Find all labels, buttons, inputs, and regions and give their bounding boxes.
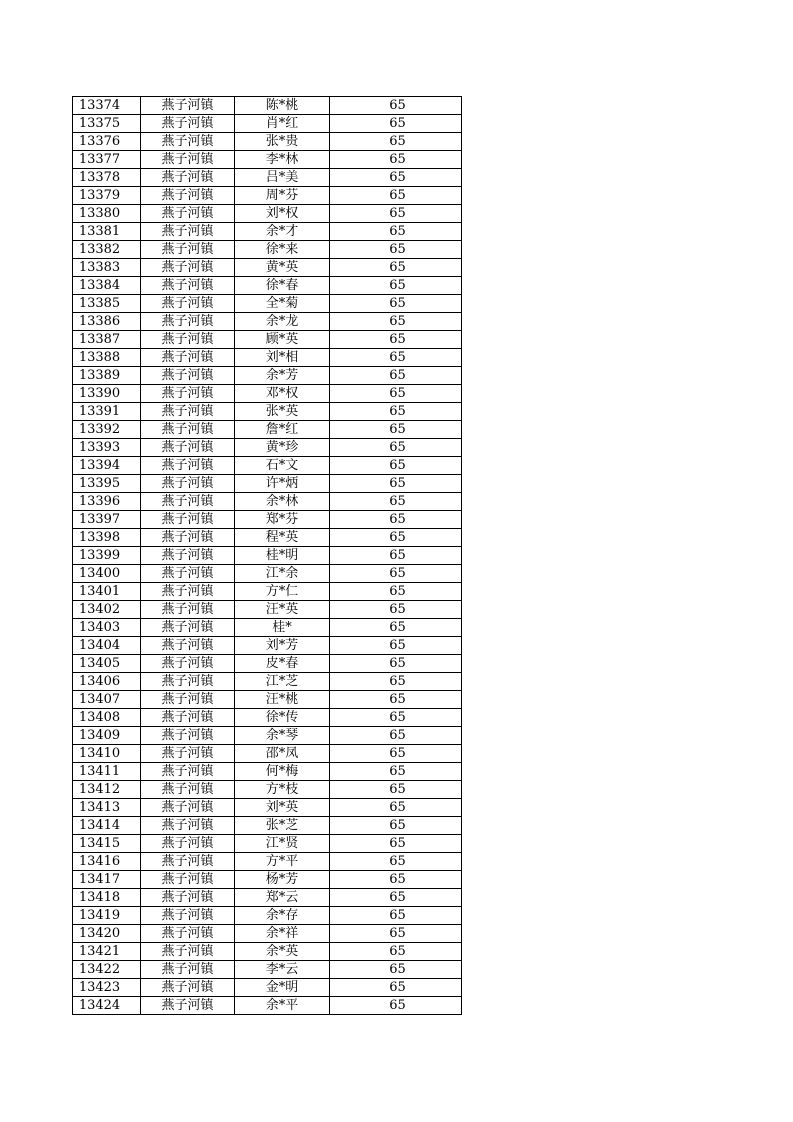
cell-amount: 65 — [330, 853, 462, 871]
cell-amount: 65 — [330, 583, 462, 601]
cell-id: 13400 — [73, 565, 141, 583]
table-row — [73, 115, 462, 133]
table-row — [73, 169, 462, 187]
table-row — [73, 313, 462, 331]
cell-town: 燕子河镇 — [141, 673, 235, 691]
cell-amount: 65 — [330, 745, 462, 763]
cell-amount: 65 — [330, 601, 462, 619]
cell-id: 13423 — [73, 979, 141, 997]
cell-name: 陈*桃 — [235, 97, 330, 115]
cell-town: 燕子河镇 — [141, 151, 235, 169]
cell-name: 余*才 — [235, 223, 330, 241]
table-row — [73, 691, 462, 709]
table-row — [73, 475, 462, 493]
table-row — [73, 943, 462, 961]
cell-name: 桂* — [235, 619, 330, 637]
cell-name: 程*英 — [235, 529, 330, 547]
cell-town: 燕子河镇 — [141, 493, 235, 511]
cell-town: 燕子河镇 — [141, 565, 235, 583]
cell-name: 张*芝 — [235, 817, 330, 835]
table-row — [73, 403, 462, 421]
cell-id: 13424 — [73, 997, 141, 1015]
cell-town: 燕子河镇 — [141, 835, 235, 853]
cell-name: 汪*英 — [235, 601, 330, 619]
cell-name: 刘*芳 — [235, 637, 330, 655]
cell-name: 全*菊 — [235, 295, 330, 313]
cell-town: 燕子河镇 — [141, 961, 235, 979]
cell-town: 燕子河镇 — [141, 223, 235, 241]
cell-town: 燕子河镇 — [141, 187, 235, 205]
cell-id: 13394 — [73, 457, 141, 475]
table-row — [73, 709, 462, 727]
cell-amount: 65 — [330, 97, 462, 115]
cell-town: 燕子河镇 — [141, 619, 235, 637]
data-table — [72, 96, 462, 1015]
cell-name: 何*梅 — [235, 763, 330, 781]
cell-amount: 65 — [330, 799, 462, 817]
cell-town: 燕子河镇 — [141, 457, 235, 475]
table-row — [73, 367, 462, 385]
cell-amount: 65 — [330, 133, 462, 151]
table-body — [73, 97, 462, 1015]
cell-id: 13414 — [73, 817, 141, 835]
cell-id: 13388 — [73, 349, 141, 367]
cell-town: 燕子河镇 — [141, 115, 235, 133]
cell-id: 13397 — [73, 511, 141, 529]
cell-id: 13374 — [73, 97, 141, 115]
cell-id: 13395 — [73, 475, 141, 493]
table-row — [73, 529, 462, 547]
table-row — [73, 133, 462, 151]
cell-id: 13411 — [73, 763, 141, 781]
cell-amount: 65 — [330, 439, 462, 457]
cell-amount: 65 — [330, 619, 462, 637]
cell-id: 13412 — [73, 781, 141, 799]
cell-name: 张*英 — [235, 403, 330, 421]
cell-id: 13415 — [73, 835, 141, 853]
cell-amount: 65 — [330, 385, 462, 403]
cell-town: 燕子河镇 — [141, 475, 235, 493]
cell-name: 郑*云 — [235, 889, 330, 907]
table-row — [73, 763, 462, 781]
cell-id: 13378 — [73, 169, 141, 187]
cell-id: 13380 — [73, 205, 141, 223]
cell-name: 刘*英 — [235, 799, 330, 817]
cell-id: 13422 — [73, 961, 141, 979]
cell-name: 詹*红 — [235, 421, 330, 439]
table-row — [73, 565, 462, 583]
cell-name: 余*平 — [235, 997, 330, 1015]
cell-town: 燕子河镇 — [141, 637, 235, 655]
table-row — [73, 187, 462, 205]
cell-amount: 65 — [330, 763, 462, 781]
cell-town: 燕子河镇 — [141, 727, 235, 745]
cell-id: 13381 — [73, 223, 141, 241]
cell-id: 13398 — [73, 529, 141, 547]
cell-id: 13413 — [73, 799, 141, 817]
cell-town: 燕子河镇 — [141, 439, 235, 457]
cell-name: 金*明 — [235, 979, 330, 997]
table-row — [73, 421, 462, 439]
cell-id: 13382 — [73, 241, 141, 259]
cell-town: 燕子河镇 — [141, 601, 235, 619]
table-row — [73, 907, 462, 925]
cell-amount: 65 — [330, 493, 462, 511]
cell-town: 燕子河镇 — [141, 817, 235, 835]
cell-id: 13416 — [73, 853, 141, 871]
cell-amount: 65 — [330, 691, 462, 709]
cell-name: 余*林 — [235, 493, 330, 511]
cell-amount: 65 — [330, 889, 462, 907]
table-row — [73, 655, 462, 673]
cell-town: 燕子河镇 — [141, 709, 235, 727]
cell-id: 13409 — [73, 727, 141, 745]
cell-town: 燕子河镇 — [141, 799, 235, 817]
table-row — [73, 457, 462, 475]
cell-town: 燕子河镇 — [141, 169, 235, 187]
table-row — [73, 817, 462, 835]
cell-id: 13405 — [73, 655, 141, 673]
cell-id: 13419 — [73, 907, 141, 925]
cell-id: 13393 — [73, 439, 141, 457]
cell-town: 燕子河镇 — [141, 421, 235, 439]
cell-id: 13376 — [73, 133, 141, 151]
cell-name: 许*炳 — [235, 475, 330, 493]
cell-id: 13418 — [73, 889, 141, 907]
cell-name: 肖*红 — [235, 115, 330, 133]
cell-amount: 65 — [330, 925, 462, 943]
cell-name: 桂*明 — [235, 547, 330, 565]
cell-town: 燕子河镇 — [141, 403, 235, 421]
cell-town: 燕子河镇 — [141, 349, 235, 367]
cell-name: 余*祥 — [235, 925, 330, 943]
cell-town: 燕子河镇 — [141, 997, 235, 1015]
cell-town: 燕子河镇 — [141, 133, 235, 151]
cell-id: 13377 — [73, 151, 141, 169]
cell-town: 燕子河镇 — [141, 97, 235, 115]
cell-name: 刘*相 — [235, 349, 330, 367]
cell-id: 13375 — [73, 115, 141, 133]
cell-town: 燕子河镇 — [141, 871, 235, 889]
cell-amount: 65 — [330, 907, 462, 925]
cell-id: 13401 — [73, 583, 141, 601]
cell-id: 13387 — [73, 331, 141, 349]
table-row — [73, 277, 462, 295]
cell-name: 李*林 — [235, 151, 330, 169]
cell-id: 13408 — [73, 709, 141, 727]
cell-amount: 65 — [330, 277, 462, 295]
cell-amount: 65 — [330, 655, 462, 673]
cell-amount: 65 — [330, 727, 462, 745]
cell-name: 李*云 — [235, 961, 330, 979]
table-row — [73, 925, 462, 943]
cell-amount: 65 — [330, 367, 462, 385]
table-row — [73, 745, 462, 763]
cell-name: 徐*传 — [235, 709, 330, 727]
cell-amount: 65 — [330, 997, 462, 1015]
cell-amount: 65 — [330, 943, 462, 961]
table-row — [73, 853, 462, 871]
cell-town: 燕子河镇 — [141, 853, 235, 871]
cell-amount: 65 — [330, 511, 462, 529]
cell-town: 燕子河镇 — [141, 979, 235, 997]
cell-amount: 65 — [330, 637, 462, 655]
table-row — [73, 637, 462, 655]
cell-amount: 65 — [330, 781, 462, 799]
cell-name: 杨*芳 — [235, 871, 330, 889]
cell-name: 皮*春 — [235, 655, 330, 673]
table-row — [73, 97, 462, 115]
table-row — [73, 547, 462, 565]
table-row — [73, 979, 462, 997]
table-row — [73, 151, 462, 169]
cell-name: 方*枝 — [235, 781, 330, 799]
cell-town: 燕子河镇 — [141, 547, 235, 565]
cell-id: 13390 — [73, 385, 141, 403]
table-row — [73, 961, 462, 979]
cell-id: 13406 — [73, 673, 141, 691]
table-row — [73, 439, 462, 457]
table-row — [73, 619, 462, 637]
table-row — [73, 871, 462, 889]
table-row — [73, 781, 462, 799]
cell-amount: 65 — [330, 529, 462, 547]
cell-town: 燕子河镇 — [141, 889, 235, 907]
cell-id: 13417 — [73, 871, 141, 889]
cell-town: 燕子河镇 — [141, 241, 235, 259]
cell-id: 13407 — [73, 691, 141, 709]
table-row — [73, 331, 462, 349]
cell-town: 燕子河镇 — [141, 331, 235, 349]
table-row — [73, 835, 462, 853]
cell-id: 13421 — [73, 943, 141, 961]
table-row — [73, 223, 462, 241]
cell-name: 徐*春 — [235, 277, 330, 295]
cell-name: 黄*英 — [235, 259, 330, 277]
cell-amount: 65 — [330, 673, 462, 691]
cell-amount: 65 — [330, 817, 462, 835]
cell-town: 燕子河镇 — [141, 529, 235, 547]
table-row — [73, 727, 462, 745]
cell-town: 燕子河镇 — [141, 691, 235, 709]
cell-id: 13399 — [73, 547, 141, 565]
cell-amount: 65 — [330, 457, 462, 475]
cell-amount: 65 — [330, 295, 462, 313]
cell-id: 13391 — [73, 403, 141, 421]
cell-name: 邓*权 — [235, 385, 330, 403]
cell-name: 江*芝 — [235, 673, 330, 691]
cell-town: 燕子河镇 — [141, 655, 235, 673]
table-row — [73, 511, 462, 529]
cell-name: 郑*芬 — [235, 511, 330, 529]
cell-amount: 65 — [330, 475, 462, 493]
cell-amount: 65 — [330, 871, 462, 889]
cell-amount: 65 — [330, 565, 462, 583]
table-row — [73, 295, 462, 313]
cell-amount: 65 — [330, 835, 462, 853]
cell-name: 余*英 — [235, 943, 330, 961]
table-row — [73, 601, 462, 619]
cell-id: 13392 — [73, 421, 141, 439]
table-row — [73, 997, 462, 1015]
cell-town: 燕子河镇 — [141, 781, 235, 799]
cell-id: 13384 — [73, 277, 141, 295]
table-row — [73, 205, 462, 223]
cell-town: 燕子河镇 — [141, 313, 235, 331]
cell-town: 燕子河镇 — [141, 259, 235, 277]
table-row — [73, 673, 462, 691]
table-row — [73, 385, 462, 403]
cell-town: 燕子河镇 — [141, 511, 235, 529]
cell-amount: 65 — [330, 961, 462, 979]
table-row — [73, 889, 462, 907]
cell-id: 13402 — [73, 601, 141, 619]
cell-amount: 65 — [330, 403, 462, 421]
cell-town: 燕子河镇 — [141, 367, 235, 385]
cell-amount: 65 — [330, 187, 462, 205]
cell-name: 徐*来 — [235, 241, 330, 259]
cell-name: 刘*权 — [235, 205, 330, 223]
cell-id: 13389 — [73, 367, 141, 385]
cell-town: 燕子河镇 — [141, 295, 235, 313]
cell-name: 余*芳 — [235, 367, 330, 385]
cell-name: 余*琴 — [235, 727, 330, 745]
cell-town: 燕子河镇 — [141, 277, 235, 295]
cell-amount: 65 — [330, 547, 462, 565]
cell-amount: 65 — [330, 979, 462, 997]
cell-amount: 65 — [330, 205, 462, 223]
cell-amount: 65 — [330, 151, 462, 169]
cell-amount: 65 — [330, 259, 462, 277]
table-row — [73, 799, 462, 817]
cell-town: 燕子河镇 — [141, 745, 235, 763]
cell-amount: 65 — [330, 313, 462, 331]
cell-name: 张*贵 — [235, 133, 330, 151]
cell-id: 13386 — [73, 313, 141, 331]
cell-id: 13379 — [73, 187, 141, 205]
cell-amount: 65 — [330, 241, 462, 259]
table-row — [73, 349, 462, 367]
cell-name: 余*存 — [235, 907, 330, 925]
table-row — [73, 259, 462, 277]
cell-name: 方*仁 — [235, 583, 330, 601]
cell-name: 石*文 — [235, 457, 330, 475]
cell-name: 吕*美 — [235, 169, 330, 187]
cell-name: 余*龙 — [235, 313, 330, 331]
cell-amount: 65 — [330, 709, 462, 727]
cell-id: 13420 — [73, 925, 141, 943]
cell-town: 燕子河镇 — [141, 385, 235, 403]
cell-amount: 65 — [330, 349, 462, 367]
cell-amount: 65 — [330, 169, 462, 187]
cell-id: 13410 — [73, 745, 141, 763]
cell-name: 邵*凤 — [235, 745, 330, 763]
cell-name: 顾*英 — [235, 331, 330, 349]
cell-name: 周*芬 — [235, 187, 330, 205]
cell-id: 13404 — [73, 637, 141, 655]
table-row — [73, 583, 462, 601]
cell-town: 燕子河镇 — [141, 205, 235, 223]
cell-town: 燕子河镇 — [141, 583, 235, 601]
cell-id: 13396 — [73, 493, 141, 511]
cell-name: 方*平 — [235, 853, 330, 871]
cell-name: 江*余 — [235, 565, 330, 583]
cell-id: 13385 — [73, 295, 141, 313]
cell-id: 13383 — [73, 259, 141, 277]
cell-amount: 65 — [330, 115, 462, 133]
cell-id: 13403 — [73, 619, 141, 637]
cell-town: 燕子河镇 — [141, 943, 235, 961]
table-row — [73, 493, 462, 511]
cell-amount: 65 — [330, 331, 462, 349]
cell-name: 江*贤 — [235, 835, 330, 853]
cell-town: 燕子河镇 — [141, 925, 235, 943]
cell-name: 汪*桃 — [235, 691, 330, 709]
table-row — [73, 241, 462, 259]
cell-town: 燕子河镇 — [141, 763, 235, 781]
cell-name: 黄*珍 — [235, 439, 330, 457]
cell-amount: 65 — [330, 421, 462, 439]
cell-town: 燕子河镇 — [141, 907, 235, 925]
cell-amount: 65 — [330, 223, 462, 241]
